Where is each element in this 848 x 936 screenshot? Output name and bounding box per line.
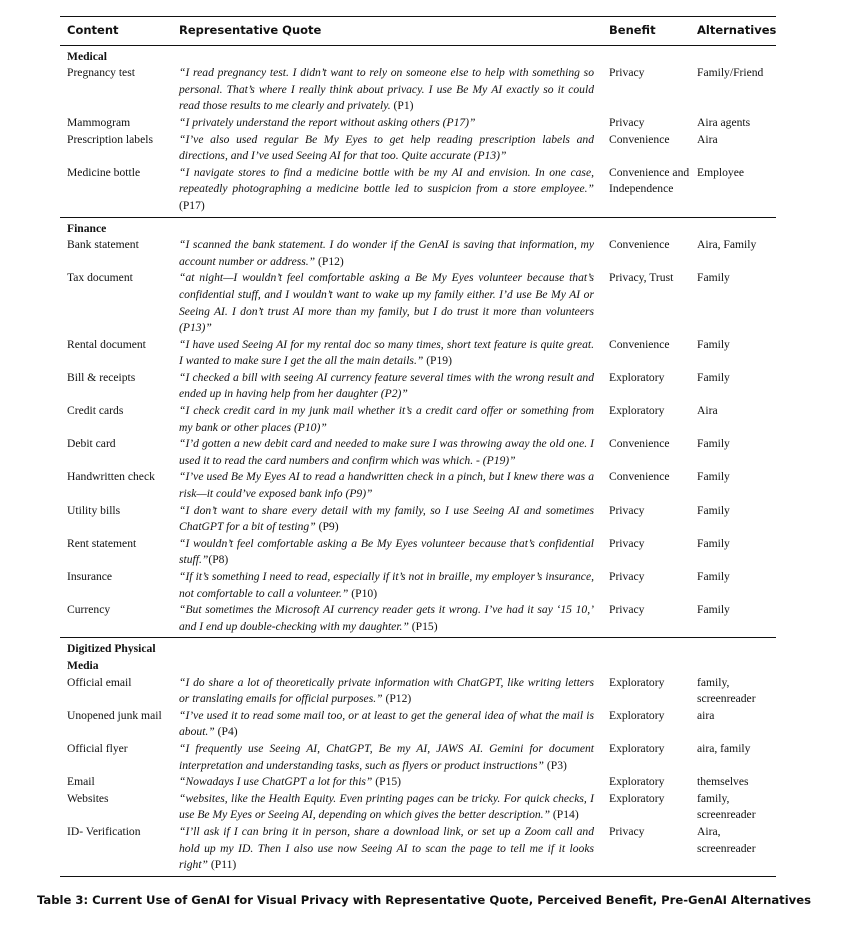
content-cell: Unopened junk mail xyxy=(67,708,162,722)
quote-cell xyxy=(172,536,602,569)
benefit-cell: Privacy xyxy=(609,824,645,838)
content-cell: Credit cards xyxy=(67,404,124,418)
quote-text: “I have used Seeing AI for my rental doc so many times, short text feature is quite great. I wanted to make sure I get the all the main details.” xyxy=(179,337,594,368)
alternatives-cell: Family xyxy=(697,503,730,517)
table-row xyxy=(60,791,776,824)
content-cell: Tax document xyxy=(67,271,133,285)
content-cell: Pregnancy test xyxy=(67,66,135,80)
quote-cell xyxy=(172,602,602,638)
table-row xyxy=(60,675,776,708)
quote-text: “I don’t want to share every detail with my family, so I use Seeing AI and sometimes ChatGPT for a bit of testing” xyxy=(179,503,594,534)
quote-cell xyxy=(172,569,602,602)
participant-id: (P19) xyxy=(423,354,452,368)
benefit-cell: Exploratory xyxy=(609,708,665,722)
participant-id: (P9) xyxy=(315,520,339,534)
benefit-cell: Convenience xyxy=(609,132,670,146)
content-cell: Bill & receipts xyxy=(67,370,136,384)
alternatives-cell: Family/Friend xyxy=(697,66,764,80)
table-row xyxy=(60,469,776,502)
quote-cell xyxy=(172,708,602,741)
alternatives-cell: aira, family xyxy=(697,741,751,755)
quote-cell xyxy=(172,469,602,502)
quote-cell xyxy=(172,403,602,436)
benefit-cell: Exploratory xyxy=(609,791,665,805)
content-cell: Websites xyxy=(67,791,109,805)
benefit-cell: Privacy xyxy=(609,115,645,129)
header-benefit: Benefit xyxy=(602,17,690,46)
benefit-cell: Exploratory xyxy=(609,775,665,789)
section-row xyxy=(60,217,776,237)
quote-text: “I do share a lot of theoretically private information with ChatGPT, like writing letters or translating emails for official purposes.” xyxy=(179,675,594,706)
table-row xyxy=(60,403,776,436)
benefit-cell: Convenience xyxy=(609,470,670,484)
alternatives-cell: Aira, Family xyxy=(697,238,757,252)
quote-text: “Nowadays I use ChatGPT a lot for this” xyxy=(179,775,373,789)
quote-text: “I frequently use Seeing AI, ChatGPT, Be my AI, JAWS AI. Gemini for document interpretation and understanding tasks, such as flyers or product instructions” xyxy=(179,741,594,772)
alternatives-cell: Family xyxy=(697,603,730,617)
quote-text: “I wouldn’t feel comfortable asking a Be My Eyes volunteer because that’s confidential stuff.” xyxy=(179,536,594,567)
content-cell: Official email xyxy=(67,675,132,689)
benefit-cell: Privacy xyxy=(609,536,645,550)
table-row xyxy=(60,115,776,132)
empty-cell xyxy=(602,638,690,675)
participant-id: (P4) xyxy=(214,725,238,739)
quote-text: “I navigate stores to find a medicine bottle with be my AI and envision. In one case, repeatedly photographing a medicine bottle led to suspicion from a store employee.” xyxy=(179,165,594,196)
participant-id: (P11) xyxy=(208,858,237,872)
content-cell: Official flyer xyxy=(67,741,128,755)
quote-text: “I privately understand the report without asking others (P17)” xyxy=(179,115,476,129)
content-cell: Rent statement xyxy=(67,536,137,550)
content-cell: Medicine bottle xyxy=(67,165,141,179)
participant-id: (P14) xyxy=(550,808,579,822)
benefit-cell: Privacy xyxy=(609,503,645,517)
participant-id: (P15) xyxy=(408,619,438,633)
empty-cell xyxy=(690,638,776,675)
empty-cell xyxy=(172,638,602,675)
content-cell: Rental document xyxy=(67,337,146,351)
participant-id: (P17) xyxy=(179,198,205,212)
benefit-cell: Privacy xyxy=(609,570,645,583)
benefit-cell: Convenience and Independence xyxy=(609,165,690,196)
table-row xyxy=(60,370,776,403)
quote-cell xyxy=(172,165,602,217)
table-row xyxy=(60,569,776,602)
quote-cell xyxy=(172,774,602,791)
alternatives-cell: Aira xyxy=(697,132,718,146)
table-row xyxy=(60,708,776,741)
quote-cell xyxy=(172,675,602,708)
benefit-cell: Privacy, Trust xyxy=(609,271,674,285)
alternatives-cell: family, screenreader xyxy=(697,675,756,706)
genai-privacy-table xyxy=(60,16,776,876)
benefit-cell: Exploratory xyxy=(609,741,665,755)
quote-text: “I’ll ask if I can bring it in person, share a download link, or set up a Zoom call and hold up my ID. Then I also use now Seeing AI to scan the page to tell me if it looks right” xyxy=(179,824,594,872)
empty-cell xyxy=(602,45,690,65)
table-row xyxy=(60,337,776,370)
table-row xyxy=(60,536,776,569)
alternatives-cell: Family xyxy=(697,437,730,451)
benefit-cell: Exploratory xyxy=(609,675,665,689)
benefit-cell: Exploratory xyxy=(609,370,665,384)
table-caption: Table 3: Current Use of GenAI for Visual Privacy with Representative Quote, Perceived Benefit, Pre-GenAI Alternatives xyxy=(36,893,812,907)
header-content: Content xyxy=(60,17,172,46)
benefit-cell: Exploratory xyxy=(609,404,665,418)
table-row xyxy=(60,270,776,336)
table-container xyxy=(60,16,776,877)
quote-cell xyxy=(172,337,602,370)
benefit-cell: Convenience xyxy=(609,238,670,252)
alternatives-cell: Aira xyxy=(697,404,718,418)
content-cell: Currency xyxy=(67,603,111,617)
alternatives-cell: Family xyxy=(697,536,730,550)
alternatives-cell: Family xyxy=(697,337,730,351)
quote-cell xyxy=(172,824,602,876)
alternatives-cell: Family xyxy=(697,570,730,583)
table-row xyxy=(60,237,776,270)
header-row xyxy=(60,17,776,46)
quote-cell xyxy=(172,237,602,270)
quote-cell xyxy=(172,370,602,403)
quote-text: “websites, like the Health Equity. Even printing pages can be tricky. For quick checks, I use Be My Eyes or Seeing AI, depending on which gives the better description.” xyxy=(179,791,594,822)
quote-text: “I’ve used it to read some mail too, or at least to get the general idea of what the mail is about.” xyxy=(179,708,594,739)
content-cell: ID- Verification xyxy=(67,824,141,838)
quote-cell xyxy=(172,741,602,774)
quote-text: “But sometimes the Microsoft AI currency reader gets it wrong. I’ve had it say ‘15 10,’ and I end up double-checking with my daughter.” xyxy=(179,603,594,633)
alternatives-cell: themselves xyxy=(697,775,749,789)
table-row xyxy=(60,436,776,469)
content-cell: Prescription labels xyxy=(67,132,153,146)
section-row xyxy=(60,638,776,675)
quote-cell xyxy=(172,270,602,336)
alternatives-cell: Aira, screenreader xyxy=(697,824,756,855)
quote-text: “I’ve also used regular Be My Eyes to get help reading prescription labels and directions, and I’ve used Seeing AI for that too. Quite accurate (P13)” xyxy=(179,132,594,163)
alternatives-cell: Family xyxy=(697,370,730,384)
participant-id: (P1) xyxy=(390,99,414,113)
content-cell: Mammogram xyxy=(67,115,131,129)
table-row xyxy=(60,165,776,217)
benefit-cell: Privacy xyxy=(609,603,645,617)
section-row xyxy=(60,45,776,65)
empty-cell xyxy=(602,217,690,237)
content-cell: Insurance xyxy=(67,570,113,583)
content-cell: Debit card xyxy=(67,437,116,451)
quote-cell xyxy=(172,132,602,165)
content-cell: Email xyxy=(67,775,95,789)
participant-id: (P8) xyxy=(208,553,229,567)
table-row xyxy=(60,824,776,876)
table-row xyxy=(60,503,776,536)
benefit-cell: Convenience xyxy=(609,437,670,451)
quote-text: “at night—I wouldn’t feel comfortable asking a Be My Eyes volunteer because that’s confidential stuff, and I wouldn’t want to wake up my family either. I’d use Be My AI or Seeing AI. I don’t trust AI more than my family, but I do trust it more than volunteers (P13)” xyxy=(179,271,594,335)
table-row xyxy=(60,602,776,638)
benefit-cell: Privacy xyxy=(609,66,645,80)
quote-cell xyxy=(172,436,602,469)
participant-id: (P3) xyxy=(544,758,567,772)
quote-text: “I check credit card in my junk mail whether it’s a credit card offer or something from my bank or other places (P10)” xyxy=(179,404,594,434)
content-cell: Handwritten check xyxy=(67,470,155,484)
empty-cell xyxy=(172,45,602,65)
quote-text: “I’d gotten a new debit card and needed to make sure I was throwing away the old one. I used it to read the card numbers and confirm which was which. - (P19)” xyxy=(179,437,594,467)
table-body xyxy=(60,45,776,876)
participant-id: (P12) xyxy=(382,692,412,706)
alternatives-cell: family, screenreader xyxy=(697,791,756,822)
section-title: Digitized Physical Media xyxy=(60,638,172,675)
empty-cell xyxy=(690,45,776,65)
alternatives-cell: Family xyxy=(697,470,730,484)
quote-cell xyxy=(172,503,602,536)
benefit-cell: Convenience xyxy=(609,337,670,351)
empty-cell xyxy=(690,217,776,237)
table-row xyxy=(60,65,776,115)
quote-cell xyxy=(172,115,602,132)
alternatives-cell: Employee xyxy=(697,165,745,179)
participant-id: (P15) xyxy=(372,775,402,789)
table-row xyxy=(60,132,776,165)
participant-id: (P10) xyxy=(348,586,378,600)
quote-text: “If it’s something I need to read, especially if it’s not in braille, my employer’s insurance, not comfortable to call a volunteer.” xyxy=(179,570,594,600)
quote-cell xyxy=(172,65,602,115)
quote-cell xyxy=(172,791,602,824)
bottom-rule xyxy=(60,876,776,877)
table-row xyxy=(60,774,776,791)
alternatives-cell: aira xyxy=(697,708,715,722)
quote-text: “I scanned the bank statement. I do wonder if the GenAI is saving that information, my account number or address.” xyxy=(179,238,594,268)
quote-text: “I’ve used Be My Eyes AI to read a handwritten check in a pinch, but I knew there was a risk—it could’ve exposed bank info (P9)” xyxy=(179,470,594,501)
table-row xyxy=(60,741,776,774)
section-title: Medical xyxy=(67,49,107,63)
alternatives-cell: Family xyxy=(697,271,730,285)
section-title: Finance xyxy=(60,217,172,237)
participant-id: (P12) xyxy=(315,254,344,268)
header-quote: Representative Quote xyxy=(172,17,602,46)
content-cell: Bank statement xyxy=(67,238,139,252)
empty-cell xyxy=(172,217,602,237)
content-cell: Utility bills xyxy=(67,503,121,517)
quote-text: “I checked a bill with seeing AI currency feature several times with the wrong result and ended up in having help from her daughter (P2)” xyxy=(179,370,594,401)
alternatives-cell: Aira agents xyxy=(697,115,751,129)
header-alternatives: Alternatives xyxy=(690,17,776,46)
quote-text: “I read pregnancy test. I didn’t want to rely on someone else to help with something so personal. That’s where I really think about privacy. I use Be My AI exactly so it could read those results to me clearly and privately. xyxy=(179,66,594,113)
